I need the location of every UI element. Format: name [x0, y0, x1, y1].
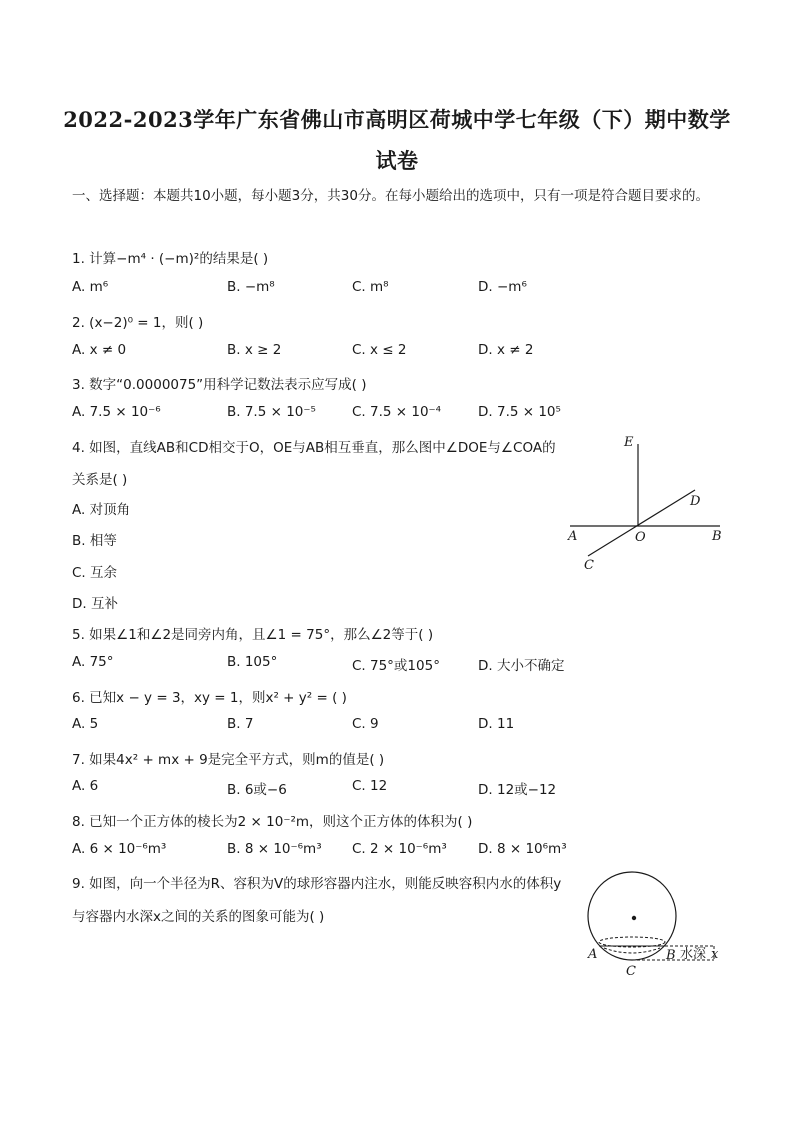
question-1-options — [72, 279, 732, 303]
label-c: C — [584, 558, 594, 573]
option-a: A. 5 — [72, 716, 99, 732]
option-c: C. 75°或105° — [352, 658, 440, 674]
label-a: A — [568, 529, 578, 544]
option-c: C. 7.5 × 10⁻⁴ — [352, 404, 442, 420]
option-b: B. 8 × 10⁻⁶m³ — [227, 841, 322, 857]
option-c: C. x ≤ 2 — [352, 342, 407, 358]
question-9-stem-line-1: 9. 如图，向一个半径为R、容积为V的球形容器内注水，则能反映容积内水的体积y — [72, 876, 562, 892]
question-3-stem: 3. 数字“0.0000075”用科学记数法表示应写成( ) — [72, 377, 367, 393]
option-d: D. 7.5 × 10⁵ — [478, 404, 561, 420]
label-d: D — [690, 494, 701, 509]
question-4-option-b: B. 相等 — [72, 533, 117, 549]
label-e: E — [624, 435, 634, 450]
question-8-stem: 8. 已知一个正方体的棱长为2 × 10⁻²m，则这个正方体的体积为( ) — [72, 814, 473, 830]
option-a: A. 75° — [72, 654, 114, 670]
question-2-options — [72, 342, 732, 366]
option-a: A. x ≠ 0 — [72, 342, 127, 358]
exam-title-line-1: 2022-2023学年广东省佛山市高明区荷城中学七年级（下）期中数学 — [63, 107, 731, 132]
option-d: D. −m⁶ — [478, 279, 527, 295]
question-8-options — [72, 841, 732, 865]
question-4-stem-line-2: 关系是( ) — [72, 472, 128, 488]
label-b: B — [666, 948, 676, 963]
label-water-depth: 水深 — [680, 947, 707, 962]
option-b: B. x ≥ 2 — [227, 342, 282, 358]
question-9-stem-line-2: 与容器内水深x之间的关系的图象可能为( ) — [72, 909, 325, 925]
question-4-stem-line-1: 4. 如图，直线AB和CD相交于O，OE与AB相互垂直，那么图中∠DOE与∠COA的 — [72, 440, 556, 456]
option-c: C. m⁸ — [352, 279, 389, 295]
question-4-option-a: A. 对顶角 — [72, 502, 131, 518]
option-d: D. 12或−12 — [478, 782, 557, 798]
question-6-stem: 6. 已知x − y = 3，xy = 1，则x² + y² = ( ) — [72, 690, 347, 706]
question-6-options — [72, 716, 732, 740]
question-5-stem: 5. 如果∠1和∠2是同旁内角，且∠1 = 75°，那么∠2等于( ) — [72, 627, 434, 643]
question-5-options — [72, 654, 732, 678]
option-b: B. 6或−6 — [227, 782, 287, 798]
label-x: x — [711, 947, 719, 962]
option-c: C. 9 — [352, 716, 379, 732]
question-7-stem: 7. 如果4x² + mx + 9是完全平方式，则m的值是( ) — [72, 752, 385, 768]
option-b: B. 7 — [227, 716, 254, 732]
option-d: D. 11 — [478, 716, 515, 732]
option-a: A. 6 × 10⁻⁶m³ — [72, 841, 167, 857]
option-a: A. m⁶ — [72, 279, 109, 295]
option-b: B. 105° — [227, 654, 278, 670]
option-b: B. −m⁸ — [227, 279, 275, 295]
option-d: D. 8 × 10⁶m³ — [478, 841, 567, 857]
question-4-option-d: D. 互补 — [72, 596, 118, 612]
question-3-options — [72, 404, 732, 428]
question-2-stem: 2. (x−2)⁰ = 1，则( ) — [72, 315, 204, 331]
exam-title-line-2: 试卷 — [375, 148, 419, 173]
figure-spherical-container — [582, 866, 732, 984]
label-b: B — [712, 529, 722, 544]
label-o: O — [635, 530, 646, 545]
option-a: A. 7.5 × 10⁻⁶ — [72, 404, 161, 420]
option-b: B. 7.5 × 10⁻⁵ — [227, 404, 316, 420]
figure-intersecting-lines — [560, 428, 730, 578]
question-4-option-c: C. 互余 — [72, 565, 118, 581]
option-d: D. 大小不确定 — [478, 658, 565, 674]
question-7-options — [72, 778, 732, 802]
question-1-stem: 1. 计算−m⁴ · (−m)²的结果是( ) — [72, 251, 269, 267]
option-c: C. 2 × 10⁻⁶m³ — [352, 841, 447, 857]
label-a: A — [588, 947, 598, 962]
option-a: A. 6 — [72, 778, 99, 794]
option-c: C. 12 — [352, 778, 388, 794]
label-c: C — [626, 964, 636, 979]
section-instructions: 一、选择题：本题共10小题，每小题3分，共30分。在每小题给出的选项中，只有一项是符合题目要求的。 — [72, 188, 709, 204]
option-d: D. x ≠ 2 — [478, 342, 534, 358]
